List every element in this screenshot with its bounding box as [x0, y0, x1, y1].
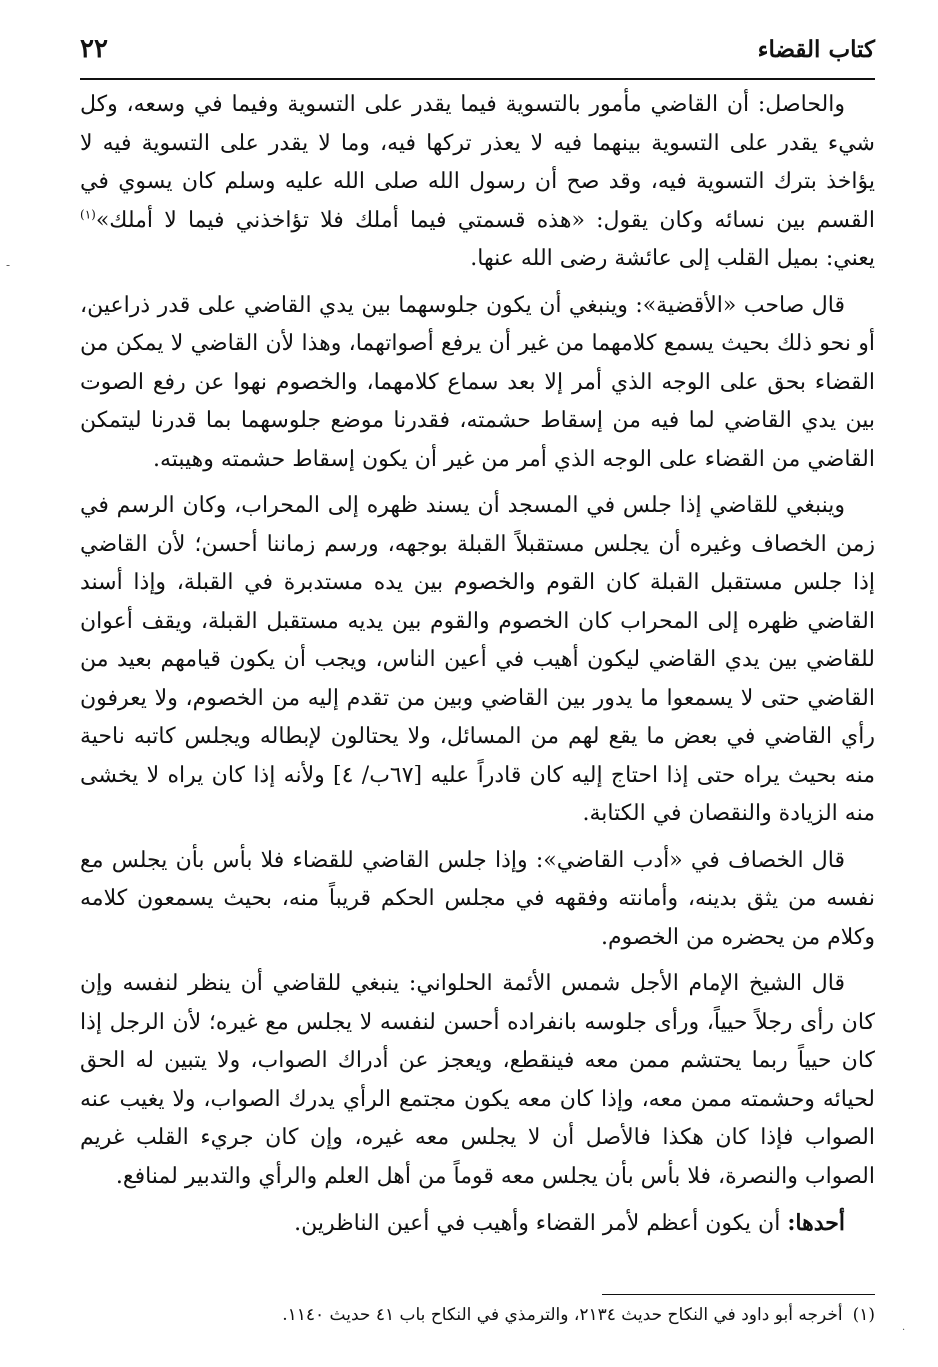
page-header [80, 34, 875, 74]
footnote-number: (١) [852, 1305, 875, 1325]
paragraph-1 [80, 86, 875, 279]
paragraph-4: قال الخصاف في «أدب القاضي»: وإذا جلس القاضي للقضاء فلا بأس بأن يجلس مع نفسه من يثق بدينه، وأمانته وفقهه في مجلس الحكم قريباً منه، بحيث يسمعون كلامه وكلام من يحضره من الخصوم. [80, 847, 875, 950]
footnote-text: أخرجه أبو داود في النكاح حديث ٢١٣٤، والترمذي في النكاح باب ٤١ حديث ١١٤٠. [282, 1305, 843, 1325]
paragraph-3: وينبغي للقاضي إذا جلس في المسجد أن يسند ظهره إلى المحراب، وكان الرسم في زمن الخصاف وغيره أن يجلس مستقبلاً القبلة بوجهه، ورسم زماننا أحسن؛ لأن القاضي إذا جلس مستقبل القبلة كان القوم والخصوم بين يده مستدبرة في القبلة، وإذا أسند القاضي ظهره إلى المحراب كان الخصوم والقوم بين يديه مستقبل القبلة، ويقف أعوان للقاضي بين يدي القاضي ليكون أهيب في أعين الناس، ويجب أن يكون قيامهم بعيد من القاضي حتى لا يسمعوا ما يدور بين القاضي وبين من تقدم إليه من الخصوم، ولا يعرفون رأي القاضي في بعض ما يقع لهم من المسائل، ولا يحتالون لإبطاله ويجلس كاتبه ناحية منه بحيث يراه حتى إذا احتاج إليه كان قادراً عليه [٦٧ب/ ٤] ولأنه إذا كان يراه لا يخشى منه الزيادة والنقصان في الكتابة. [80, 493, 875, 826]
paragraph-6 [80, 1204, 875, 1244]
paragraph-2: قال صاحب «الأقضية»: وينبغي أن يكون جلوسهما بين يدي القاضي على قدر ذراعين، أو نحو ذلك بحيث يسمع كلامهما من غير أن يرفع أصواتهما، وهذا لأن القاضي لا يمكن من القضاء بحق على الوجه الذي أمر إلا بعد سماع كلامهما، والخصوم نهوا عن رفع الصوت بين يدي القاضي لما فيه من إسقاط حشمته، فقدرنا موضع جلوسهما بما قدرنا ليتمكن القاضي من القضاء على الوجه الذي أمر من غير أن يكون إسقاط حشمته وهيبته. [80, 292, 875, 472]
page-number: ٢٢ [80, 34, 108, 64]
paragraph-1-text: والحاصل: أن القاضي مأمور بالتسوية فيما يقدر على التسوية وفيما في وسعه، وكل شيء يقدر على التسوية بينهما فيه لا يعذر تركها فيه، وما لا يقدر على التسوية فيه لا يؤاخذ بترك التسوية فيه، وقد صح أن رسول الله صلى الله عليه وسلم كان يسوي في القسم بين نسائه وكان يقول: «هذه قسمتي فيما أملك فلا تؤاخذني فيما لا أملك» [80, 92, 875, 233]
footnote-reference: (١) [80, 207, 96, 222]
main-text [80, 86, 875, 1252]
header-divider [80, 78, 875, 80]
margin-mark: - [6, 258, 11, 272]
paragraph-6-text: أن يكون أعظم لأمر القضاء وأهيب في أعين الناظرين. [294, 1211, 788, 1236]
corner-mark: · [902, 1325, 906, 1336]
footnote-divider [602, 1294, 875, 1295]
paragraph-6-lead: أحدها: [787, 1210, 845, 1236]
footnote [80, 1302, 875, 1328]
page-title: كتاب القضاء [757, 36, 875, 63]
paragraph-5: قال الشيخ الإمام الأجل شمس الأئمة الحلواني: ينبغي للقاضي أن ينظر لنفسه وإن كان رأى رجلاً حيياً، ورأى جلوسه بانفراده أحسن لنفسه لا يجلس مع غيره؛ لأن الرجل إذا كان حيياً ربما يحتشم ممن معه فينقطع، ويعجز عن أدراك الصواب، ولا يتبين له الحق لحيائه وحشمته ممن معه، وإذا كان معه يكون مجتمع الرأي يدرك الصواب، ولا يغيب عنه الصواب فإذا كان هكذا فالأصل أن لا يجلس معه غيره، وإن كان جريء القلب غريم الصواب والنصرة، فلا بأس بأن يجلس معه قوماً من أهل العلم والرأي والتدبير لمنافع. [80, 971, 875, 1189]
paragraph-1-tail: يعني: بميل القلب إلى عائشة رضى الله عنها. [470, 246, 875, 271]
